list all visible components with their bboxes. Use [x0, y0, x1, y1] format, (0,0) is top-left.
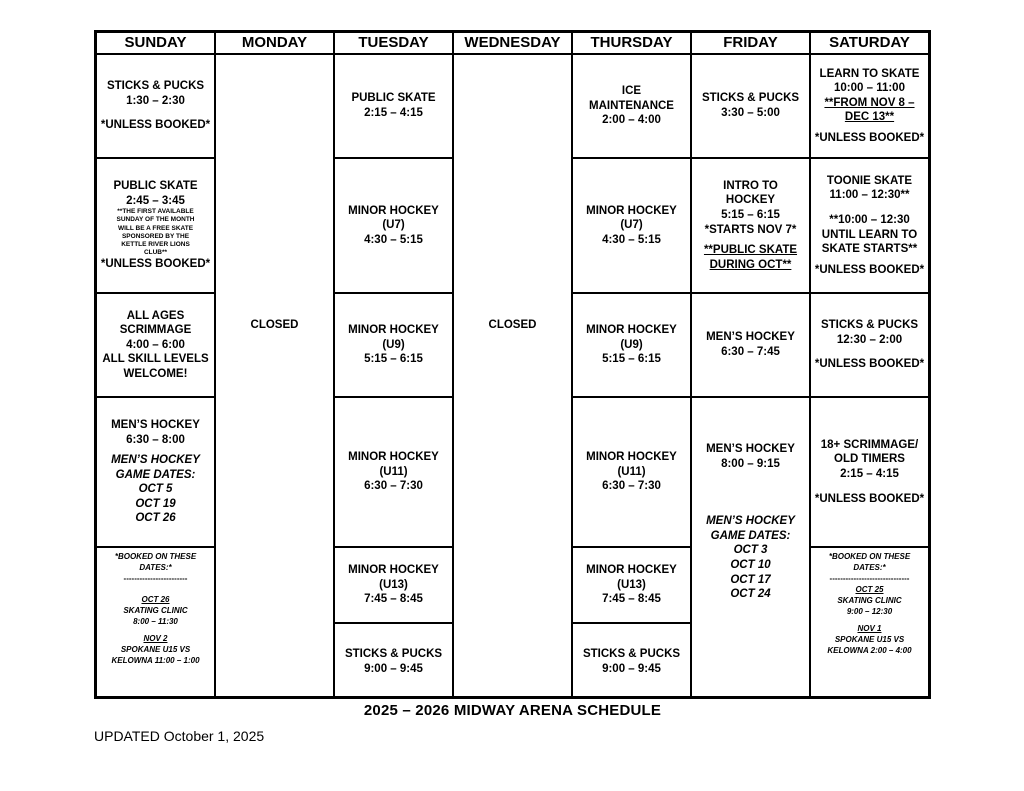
thursday-minor-hockey-u7: MINOR HOCKEY (U7) 4:30 – 5:15 — [573, 159, 692, 294]
monday-closed: CLOSED — [216, 55, 335, 699]
sunday-sticks-pucks: STICKS & PUCKS 1:30 – 2:30 *UNLESS BOOKED* — [97, 55, 216, 159]
day-header-friday: FRIDAY — [692, 33, 811, 55]
tuesday-minor-hockey-u13: MINOR HOCKEY (U13) 7:45 – 8:45 — [335, 548, 454, 624]
thursday-minor-hockey-u11: MINOR HOCKEY (U11) 6:30 – 7:30 — [573, 398, 692, 548]
day-header-thursday: THURSDAY — [573, 33, 692, 55]
schedule-title: 2025 – 2026 MIDWAY ARENA SCHEDULE — [363, 702, 662, 719]
saturday-sticks-pucks: STICKS & PUCKS 12:30 – 2:00 *UNLESS BOOKED* — [811, 294, 928, 398]
tuesday-sticks-pucks: STICKS & PUCKS 9:00 – 9:45 — [335, 624, 454, 699]
thursday-sticks-pucks: STICKS & PUCKS 9:00 – 9:45 — [573, 624, 692, 699]
wednesday-closed: CLOSED — [454, 55, 573, 699]
arena-schedule-table — [94, 30, 931, 699]
friday-intro-to-hockey: INTRO TO HOCKEY 5:15 – 6:15 *STARTS NOV 7* **PUBLIC SKATE DURING OCT** — [692, 159, 811, 294]
thursday-minor-hockey-u9: MINOR HOCKEY (U9) 5:15 – 6:15 — [573, 294, 692, 398]
saturday-booked-dates: *BOOKED ON THESE DATES:* ------------------------------ OCT 25 SKATING CLINIC 9:00 – 12:30 NOV 1 SPOKANE U15 VS KELOWNA 2:00 – 4:00 — [827, 552, 912, 655]
day-header-saturday: SATURDAY — [811, 33, 928, 55]
tuesday-minor-hockey-u11: MINOR HOCKEY (U11) 6:30 – 7:30 — [335, 398, 454, 548]
day-header-sunday: SUNDAY — [97, 33, 216, 55]
sunday-booked-dates: *BOOKED ON THESE DATES:* ------------------------ OCT 26 SKATING CLINIC 8:00 – 11:30 NOV 2 SPOKANE U15 VS KELOWNA 11:00 – 1:00 — [97, 548, 216, 699]
friday-mens-hockey-late: MEN’S HOCKEY 8:00 – 9:15 MEN’S HOCKEY GAME DATES: OCT 3 OCT 10 OCT 17 OCT 24 — [692, 398, 811, 699]
sunday-mens-hockey: MEN’S HOCKEY 6:30 – 8:00 MEN’S HOCKEY GAME DATES: OCT 5 OCT 19 OCT 26 — [97, 398, 216, 548]
day-header-monday: MONDAY — [216, 33, 335, 55]
friday-mens-hockey-early: MEN’S HOCKEY 6:30 – 7:45 — [692, 294, 811, 398]
day-header-wednesday: WEDNESDAY — [454, 33, 573, 55]
saturday-learn-to-skate: LEARN TO SKATE 10:00 – 11:00 **FROM NOV 8 – DEC 13** *UNLESS BOOKED* — [811, 55, 928, 159]
saturday-scrimmage-old-timers: 18+ SCRIMMAGE/ OLD TIMERS 2:15 – 4:15 *UNLESS BOOKED* — [811, 398, 928, 548]
updated-date: UPDATED October 1, 2025 — [94, 728, 265, 744]
thursday-minor-hockey-u13: MINOR HOCKEY (U13) 7:45 – 8:45 — [573, 548, 692, 624]
sunday-public-skate: PUBLIC SKATE 2:45 – 3:45 **THE FIRST AVAILABLE SUNDAY OF THE MONTH WILL BE A FREE SKATE SPONSORED BY THE KETTLE RIVER LIONS CLUB** *UNLESS BOOKED* — [97, 159, 216, 294]
thursday-ice-maintenance: ICE MAINTENANCE 2:00 – 4:00 — [573, 55, 692, 159]
tuesday-minor-hockey-u7: MINOR HOCKEY (U7) 4:30 – 5:15 — [335, 159, 454, 294]
sunday-scrimmage: ALL AGES SCRIMMAGE 4:00 – 6:00 ALL SKILL LEVELS WELCOME! — [97, 294, 216, 398]
saturday-toonie-skate: TOONIE SKATE 11:00 – 12:30** **10:00 – 12:30 UNTIL LEARN TO SKATE STARTS** *UNLESS BOOKED* — [811, 159, 928, 294]
tuesday-minor-hockey-u9: MINOR HOCKEY (U9) 5:15 – 6:15 — [335, 294, 454, 398]
day-header-tuesday: TUESDAY — [335, 33, 454, 55]
friday-sticks-pucks: STICKS & PUCKS 3:30 – 5:00 — [692, 55, 811, 159]
tuesday-public-skate: PUBLIC SKATE 2:15 – 4:15 — [335, 55, 454, 159]
